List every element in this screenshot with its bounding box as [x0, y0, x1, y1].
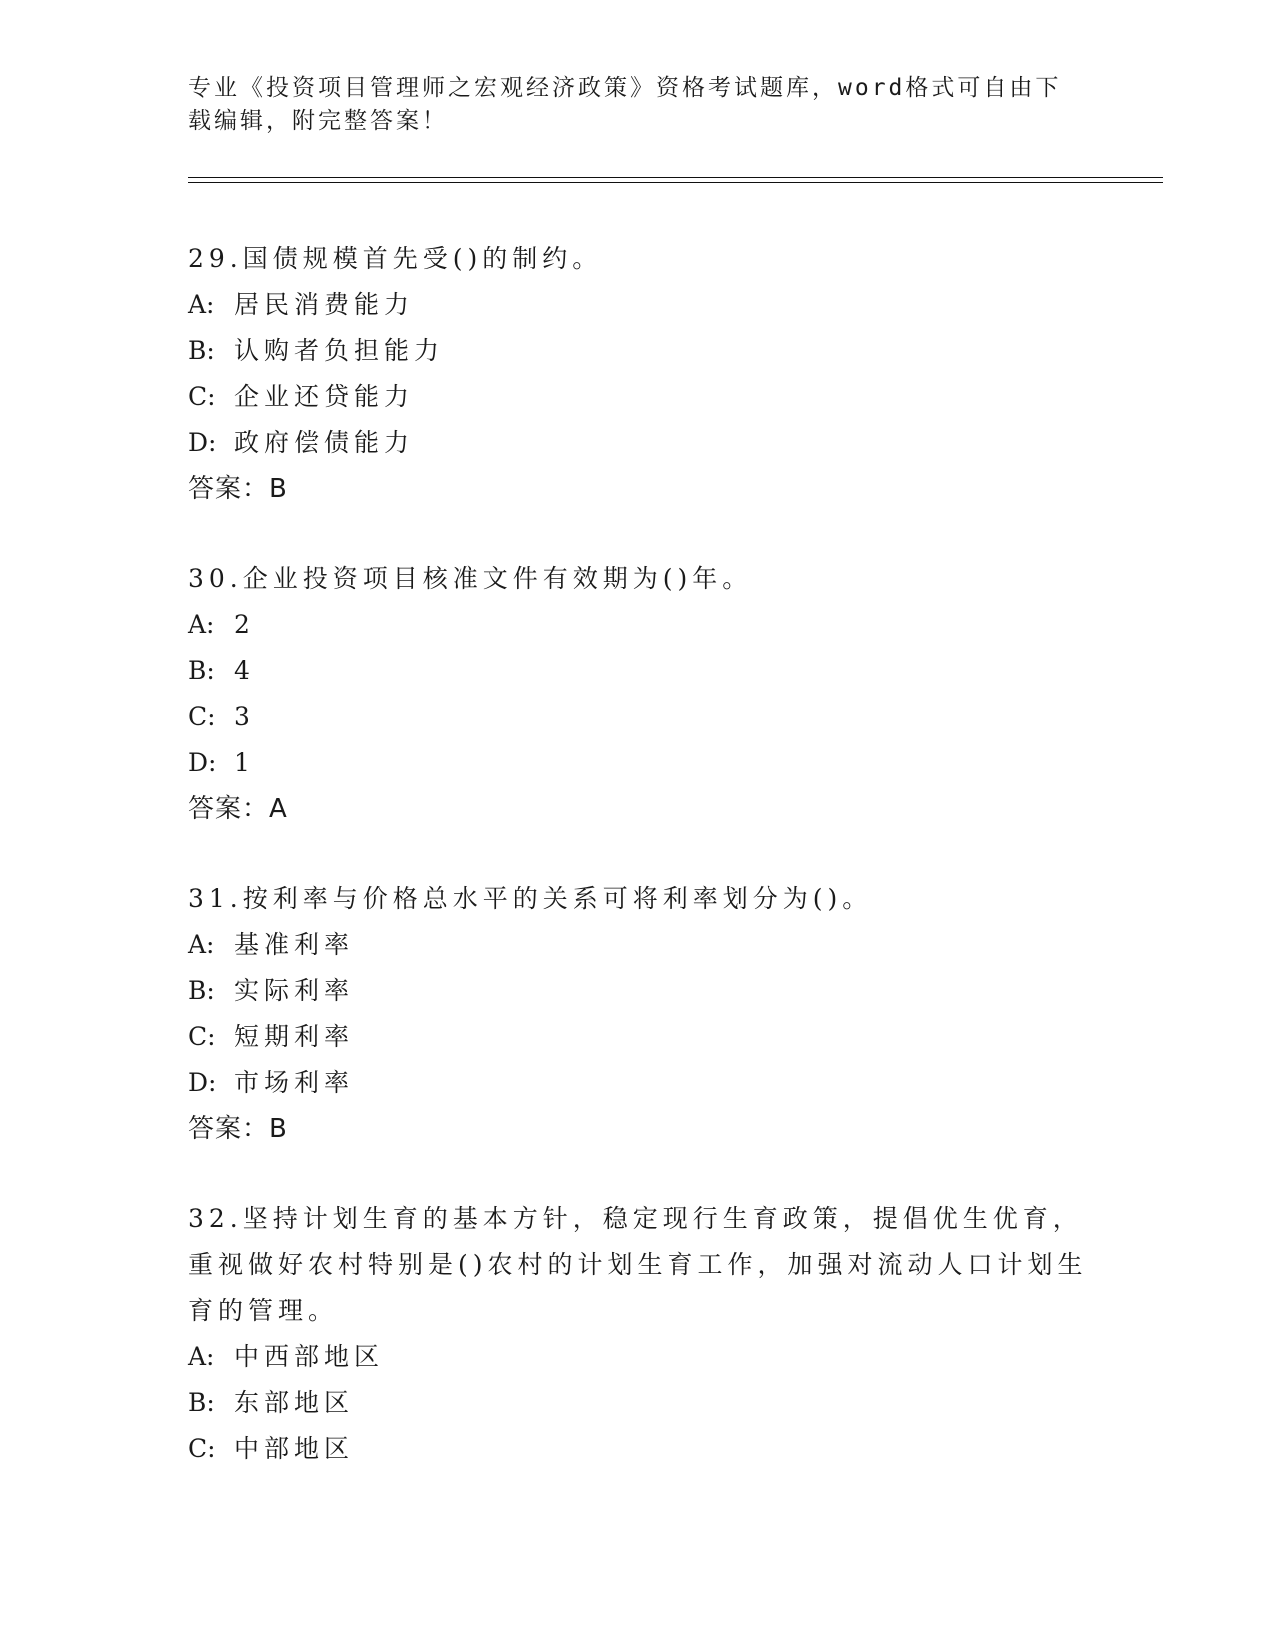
option-text: 认购者负担能力: [234, 336, 445, 365]
header-divider-top: [188, 177, 1163, 178]
question-31: [188, 876, 1088, 1152]
question-stem: 29.国债规模首先受()的制约。: [188, 244, 603, 273]
option-letter: D:: [188, 748, 217, 777]
option-letter: B:: [188, 656, 215, 685]
option-letter: A:: [188, 930, 215, 959]
option-text: 2: [234, 610, 255, 639]
option-letter: A:: [188, 1342, 215, 1371]
option-text: 企业还贷能力: [234, 382, 415, 411]
question-stem: 32.坚持计划生育的基本方针，稳定现行生育政策，提倡优生优育，重视做好农村特别是()农村的计划生育工作，加强对流动人口计划生育的管理。: [188, 1204, 1088, 1325]
question-stem: 30.企业投资项目核准文件有效期为()年。: [188, 564, 753, 593]
option-text: 基准利率: [234, 930, 355, 959]
option-letter: B:: [188, 1388, 215, 1417]
option-c: [188, 1014, 1088, 1060]
question-stem: 31.按利率与价格总水平的关系可将利率划分为()。: [188, 884, 873, 913]
option-letter: C:: [188, 382, 216, 411]
option-text: 1: [234, 748, 255, 777]
question-32: [188, 1196, 1088, 1472]
option-text: 市场利率: [234, 1068, 355, 1097]
answer-key: 答案：A: [188, 794, 288, 824]
option-text: 东部地区: [234, 1388, 355, 1417]
option-text: 4: [234, 656, 255, 685]
option-text: 中西部地区: [234, 1342, 385, 1371]
option-letter: D:: [188, 428, 217, 457]
answer-key: 答案：B: [188, 1114, 288, 1144]
option-text: 短期利率: [234, 1022, 355, 1051]
option-b: [188, 1380, 1088, 1426]
option-c: [188, 374, 1088, 420]
option-a: [188, 1334, 1088, 1380]
option-letter: A:: [188, 290, 215, 319]
question-29: [188, 236, 1088, 512]
option-text: 居民消费能力: [234, 290, 415, 319]
option-b: [188, 328, 1088, 374]
option-letter: B:: [188, 976, 215, 1005]
option-d: [188, 740, 1088, 786]
option-a: [188, 602, 1088, 648]
document-header: 专业《投资项目管理师之宏观经济政策》资格考试题库，word格式可自由下载编辑，附完整答案！: [188, 75, 1062, 134]
option-text: 政府偿债能力: [234, 428, 415, 457]
option-letter: A:: [188, 610, 215, 639]
option-letter: B:: [188, 336, 215, 365]
option-text: 3: [234, 702, 255, 731]
option-text: 实际利率: [234, 976, 355, 1005]
option-c: [188, 694, 1088, 740]
answer-key: 答案：B: [188, 474, 288, 504]
option-letter: C:: [188, 702, 216, 731]
option-a: [188, 282, 1088, 328]
option-d: [188, 1060, 1088, 1106]
option-text: 中部地区: [234, 1434, 355, 1463]
header-divider-bottom: [188, 182, 1163, 183]
question-30: [188, 556, 1088, 832]
option-b: [188, 648, 1088, 694]
option-letter: D:: [188, 1068, 217, 1097]
option-letter: C:: [188, 1022, 216, 1051]
option-d: [188, 420, 1088, 466]
option-b: [188, 968, 1088, 1014]
option-c: [188, 1426, 1088, 1472]
option-a: [188, 922, 1088, 968]
option-letter: C:: [188, 1434, 216, 1463]
